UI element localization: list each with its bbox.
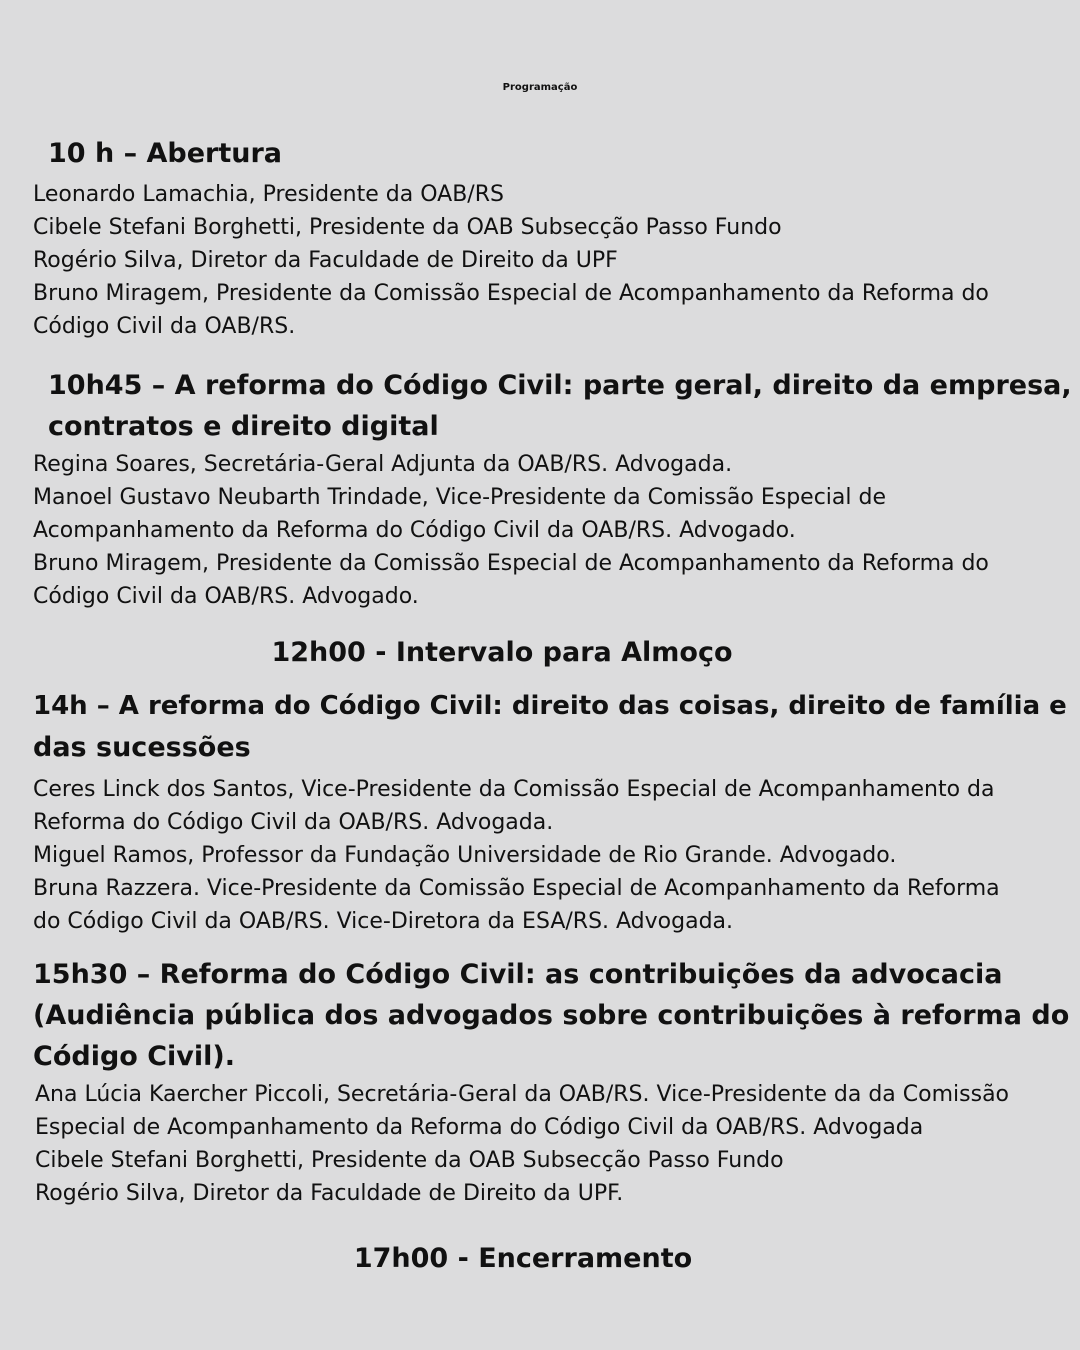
speaker-line: Código Civil da OAB/RS. — [33, 314, 296, 339]
speaker-line: Rogério Silva, Diretor da Faculdade de Direito da UPF. — [35, 1181, 624, 1206]
speaker-line: Regina Soares, Secretária-Geral Adjunta da OAB/RS. Advogada. — [33, 452, 733, 477]
speaker-line: Cibele Stefani Borghetti, Presidente da OAB Subsecção Passo Fundo — [35, 1148, 784, 1173]
speaker-line: Bruno Miragem, Presidente da Comissão Especial de Acompanhamento da Reforma do — [33, 551, 989, 576]
speaker-line: Especial de Acompanhamento da Reforma do Código Civil da OAB/RS. Advogada — [35, 1115, 924, 1140]
page-title: Programação — [502, 82, 578, 93]
speaker-line: Código Civil da OAB/RS. Advogado. — [33, 584, 419, 609]
speaker-line: Ceres Linck dos Santos, Vice-Presidente da Comissão Especial de Acompanhamento da — [33, 777, 995, 802]
speaker-line: Ana Lúcia Kaercher Piccoli, Secretária-Geral da OAB/RS. Vice-Presidente da da Comissão — [35, 1082, 1010, 1107]
section-heading-1045: contratos e direito digital — [48, 411, 439, 442]
speaker-line: Reforma do Código Civil da OAB/RS. Advogada. — [33, 810, 554, 835]
section-heading-opening: 10 h – Abertura — [48, 138, 283, 169]
section-heading-15h30: Código Civil). — [33, 1041, 235, 1072]
speaker-line: Manoel Gustavo Neubarth Trindade, Vice-Presidente da Comissão Especial de — [33, 485, 886, 510]
speaker-line: Miguel Ramos, Professor da Fundação Universidade de Rio Grande. Advogado. — [33, 843, 897, 868]
section-heading-15h30: (Audiência pública dos advogados sobre contribuições à reforma do — [33, 1000, 1070, 1031]
section-heading-14h: das sucessões — [33, 732, 251, 763]
section-heading-15h30: 15h30 – Reforma do Código Civil: as contribuições da advocacia — [33, 959, 1003, 990]
speaker-line: Bruna Razzera. Vice-Presidente da Comissão Especial de Acompanhamento da Reforma — [33, 876, 1000, 901]
speaker-line: Bruno Miragem, Presidente da Comissão Especial de Acompanhamento da Reforma do — [33, 281, 989, 306]
speaker-line: Rogério Silva, Diretor da Faculdade de Direito da UPF — [33, 248, 618, 273]
section-heading-14h: 14h – A reforma do Código Civil: direito das coisas, direito de família e — [33, 691, 1067, 721]
speaker-line: Cibele Stefani Borghetti, Presidente da OAB Subsecção Passo Fundo — [33, 215, 782, 240]
section-heading-closing: 17h00 - Encerramento — [353, 1243, 693, 1274]
speaker-line: do Código Civil da OAB/RS. Vice-Diretora da ESA/RS. Advogada. — [33, 909, 734, 934]
section-heading-1045: 10h45 – A reforma do Código Civil: parte geral, direito da empresa, — [48, 370, 1072, 401]
section-heading-lunch: 12h00 - Intervalo para Almoço — [271, 637, 733, 668]
speaker-line: Leonardo Lamachia, Presidente da OAB/RS — [33, 182, 504, 207]
speaker-line: Acompanhamento da Reforma do Código Civil da OAB/RS. Advogado. — [33, 518, 796, 543]
